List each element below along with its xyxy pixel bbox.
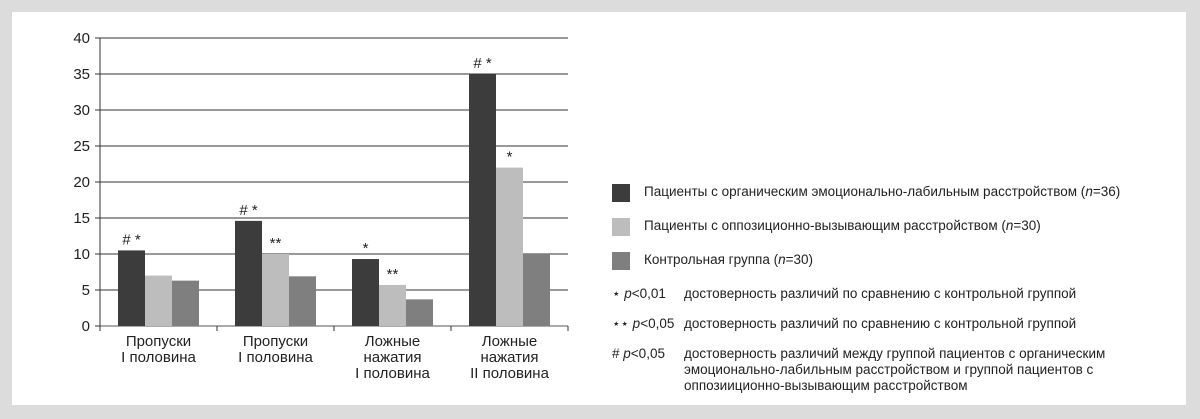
x-tick-label-3-2: II половина	[470, 365, 549, 382]
y-tick-label-35: 35	[73, 66, 90, 83]
note-hash-symbol: # p<0,05	[612, 346, 665, 361]
bar-s1-c3	[496, 168, 523, 326]
bar-s0-c2	[352, 259, 379, 326]
x-tick-label-2-2: I половина	[355, 365, 430, 382]
legend-item-control	[612, 252, 1172, 270]
bar-s0-c0	[118, 250, 145, 326]
legend-swatch-oppositional	[612, 218, 630, 236]
bar-s2-c0	[172, 281, 199, 326]
note-single-star-text: достоверность различий по сравнению с контрольной группой	[684, 286, 1077, 301]
note-hash-text: достоверность различий между группой пациентов с органическим эмоционально-лабильным расстройством и группой пациентов с оппозииционно-вызывающим расстройством	[684, 346, 1106, 393]
note-single-star	[612, 286, 1172, 302]
bar-s0-c3	[469, 74, 496, 326]
sig-mark-s1-c1: **	[269, 235, 282, 252]
legend-item-organic	[612, 184, 1172, 202]
y-tick-label-30: 30	[73, 102, 90, 119]
legend	[612, 184, 1172, 408]
sig-mark-s1-c2: **	[386, 265, 399, 283]
y-tick-label-5: 5	[81, 282, 90, 299]
legend-label-organic: Пациенты с органическим эмоционально-лабильным расстройством (n=36)	[644, 184, 1121, 199]
bar-s1-c2	[379, 285, 406, 326]
bar-s1-c1	[262, 254, 289, 326]
bar-s2-c2	[406, 299, 433, 326]
note-single-star-symbol: ⋆ p<0,01	[612, 286, 666, 301]
legend-item-oppositional	[612, 218, 1172, 236]
sig-mark-s0-c2: *	[362, 240, 369, 258]
legend-label-control: Контрольная группа (n=30)	[644, 252, 813, 267]
sig-mark-s0-c3: # *	[473, 55, 492, 72]
x-tick-label-2-1: нажатия	[363, 349, 422, 366]
sig-mark-s0-c0: # *	[122, 231, 141, 249]
x-tick-label-1-1: I половина	[238, 349, 313, 366]
x-tick-label-1-0: Пропуски	[242, 333, 309, 350]
note-hash	[612, 346, 1172, 394]
bar-s2-c1	[289, 276, 316, 326]
x-tick-label-0-0: Пропуски	[125, 333, 192, 350]
bar-s1-c0	[145, 276, 172, 326]
sig-mark-s0-c1: # *	[239, 201, 258, 219]
y-tick-label-25: 25	[73, 138, 90, 155]
note-double-star-text: достоверность различий по сравнению с контрольной группой	[684, 316, 1077, 331]
y-tick-label-0: 0	[81, 318, 90, 335]
bar-s2-c3	[523, 254, 550, 326]
y-tick-label-10: 10	[73, 246, 90, 263]
note-double-star	[612, 316, 1172, 332]
sig-mark-s1-c3: *	[506, 148, 513, 166]
x-tick-label-3-1: нажатия	[480, 349, 539, 366]
note-double-star-symbol: ⋆⋆ p<0,05	[612, 316, 675, 331]
legend-label-oppositional: Пациенты с оппозиционно-вызывающим расстройством (n=30)	[644, 218, 1041, 233]
chart-panel	[12, 12, 1186, 405]
y-tick-label-20: 20	[73, 174, 90, 191]
bar-s0-c1	[235, 221, 262, 326]
x-tick-label-3-0: Ложные	[481, 333, 538, 350]
y-tick-label-15: 15	[73, 210, 90, 227]
x-tick-label-0-1: I половина	[121, 349, 196, 366]
legend-swatch-organic	[612, 184, 630, 202]
legend-swatch-control	[612, 252, 630, 270]
x-tick-label-2-0: Ложные	[364, 333, 421, 350]
y-tick-label-40: 40	[73, 30, 90, 47]
